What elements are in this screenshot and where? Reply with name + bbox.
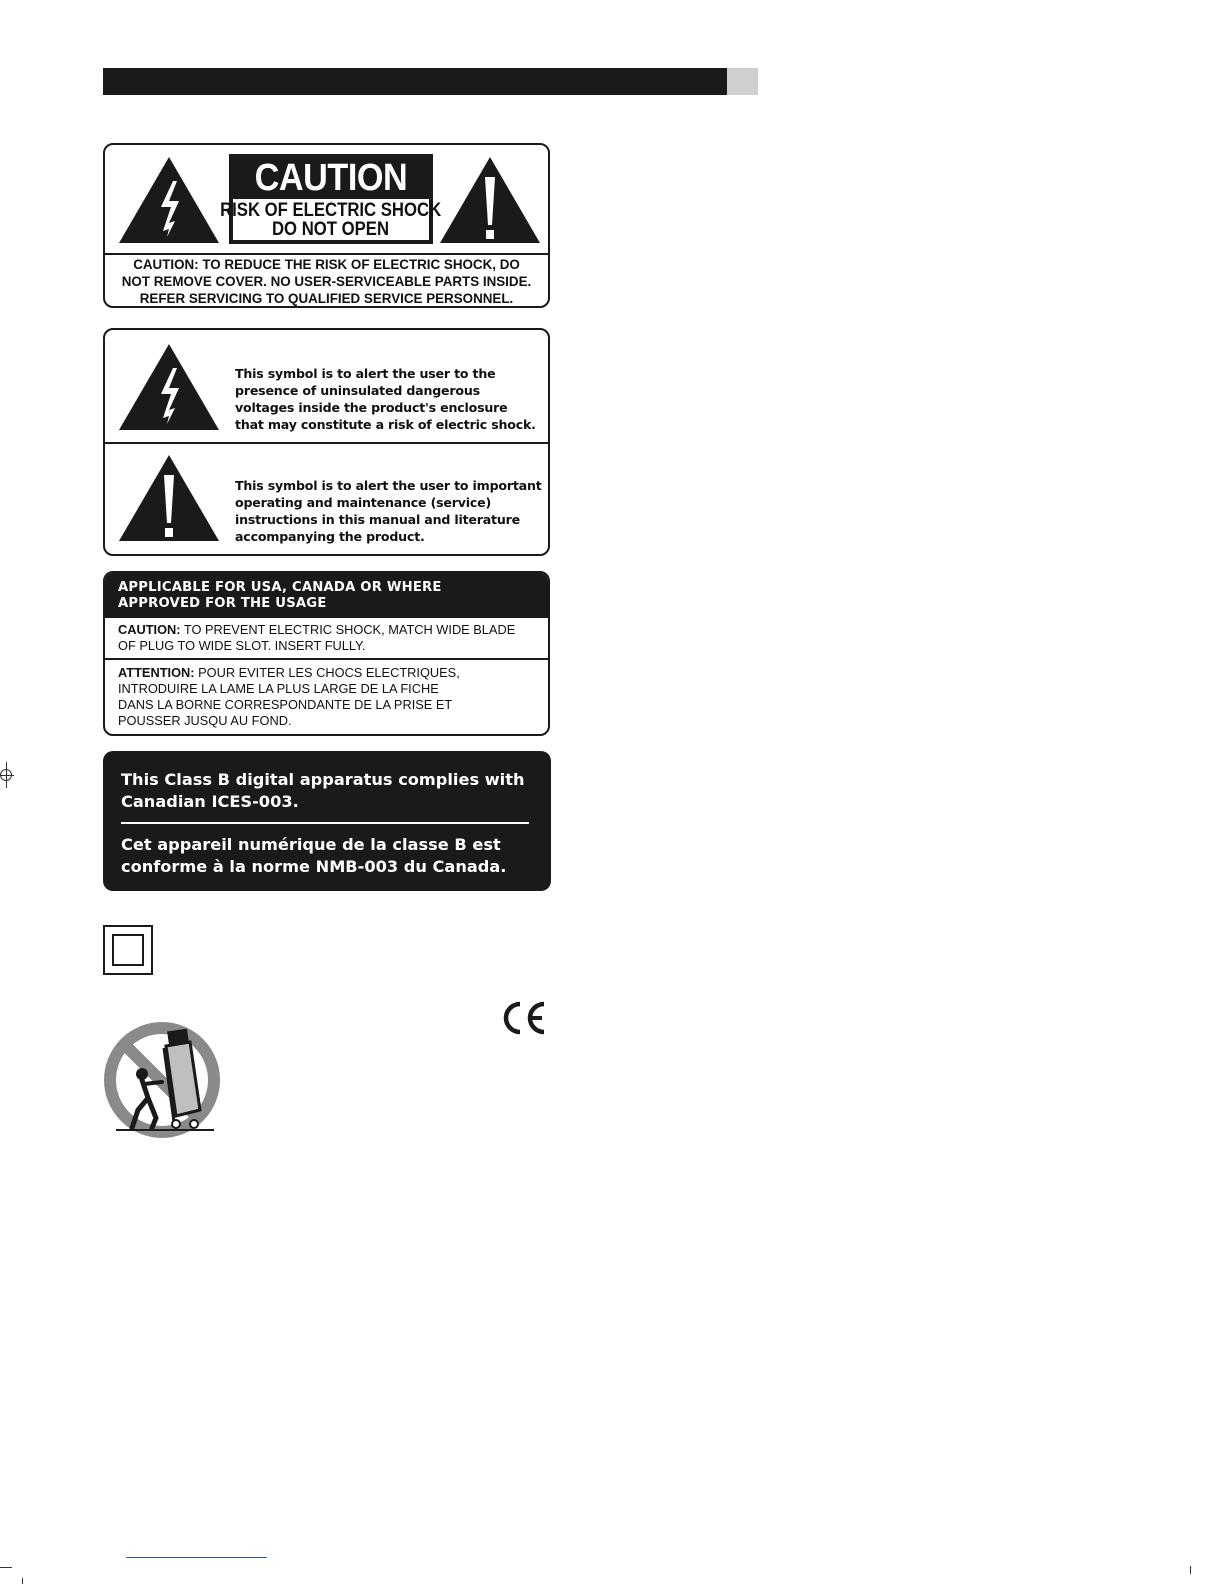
double-insulation-inner-square bbox=[112, 934, 144, 966]
lightning-desc-line: voltages inside the product's enclosure bbox=[235, 400, 508, 415]
caution-box bbox=[103, 143, 550, 308]
plug-header-line1: APPLICABLE FOR USA, CANADA OR WHERE bbox=[118, 580, 442, 595]
caution-subtitle bbox=[220, 199, 442, 240]
exclamation-symbol-icon bbox=[117, 453, 221, 543]
plug-attention-line2: INTRODUIRE LA LAME LA PLUS LARGE DE LA FICHE bbox=[118, 681, 439, 696]
plug-attention-line1: POUR EVITER LES CHOCS ELECTRIQUES, bbox=[194, 665, 460, 680]
plug-attention-text bbox=[118, 665, 460, 729]
lightning-warning-icon bbox=[117, 155, 221, 245]
lightning-symbol-icon bbox=[117, 342, 221, 432]
caution-notice-line1: CAUTION: TO REDUCE THE RISK OF ELECTRIC SHOCK, DO bbox=[133, 257, 520, 272]
exclamation-warning-icon bbox=[438, 155, 542, 245]
plug-box bbox=[103, 571, 550, 736]
lightning-desc-line: that may constitute a risk of electric shock. bbox=[235, 417, 536, 432]
plug-divider bbox=[105, 658, 548, 660]
double-insulation-icon bbox=[103, 925, 153, 975]
symbols-divider bbox=[105, 442, 548, 444]
caution-notice-line3: REFER SERVICING TO QUALIFIED SERVICE PERSONNEL. bbox=[139, 291, 514, 306]
plug-header-line2: APPROVED FOR THE USAGE bbox=[118, 596, 327, 611]
caution-title: CAUTION bbox=[254, 157, 408, 199]
caution-divider bbox=[105, 253, 548, 255]
ce-mark-icon bbox=[500, 998, 548, 1038]
plug-caution-line2: OF PLUG TO WIDE SLOT. INSERT FULLY. bbox=[118, 638, 366, 653]
exclamation-desc-line: This symbol is to alert the user to important bbox=[235, 478, 542, 493]
plug-caution-text bbox=[118, 622, 515, 654]
caution-notice bbox=[105, 256, 548, 307]
symbols-box bbox=[103, 328, 550, 556]
canada-french-line2: conforme à la norme NMB-003 du Canada. bbox=[121, 857, 507, 876]
canada-english-text bbox=[121, 769, 524, 813]
canada-divider bbox=[121, 822, 529, 824]
plug-header bbox=[105, 573, 548, 618]
plug-attention-label: ATTENTION: bbox=[118, 665, 195, 680]
lightning-symbol-description bbox=[235, 365, 536, 433]
plug-attention-line3: DANS LA BORNE CORRESPONDANTE DE LA PRISE ET bbox=[118, 697, 453, 712]
canada-french-line1: Cet appareil numérique de la classe B est bbox=[121, 835, 501, 854]
exclamation-desc-line: operating and maintenance (service) bbox=[235, 495, 492, 510]
crop-mark bbox=[1190, 1566, 1191, 1574]
exclamation-symbol-description bbox=[235, 477, 542, 545]
canada-english-line1: This Class B digital apparatus complies with bbox=[121, 770, 525, 789]
plug-caution-label: CAUTION: bbox=[118, 622, 181, 637]
canada-french-text bbox=[121, 834, 506, 878]
caution-subtitle-line1: RISK OF ELECTRIC SHOCK bbox=[220, 199, 442, 221]
crop-mark bbox=[22, 1578, 23, 1584]
crop-mark bbox=[0, 1567, 12, 1568]
footer-line bbox=[126, 1557, 267, 1558]
lightning-desc-line: presence of uninsulated dangerous bbox=[235, 383, 480, 398]
header-bar bbox=[103, 68, 727, 95]
registration-mark bbox=[0, 769, 12, 781]
caution-notice-line2: NOT REMOVE COVER. NO USER-SERVICEABLE PARTS INSIDE. bbox=[121, 274, 532, 289]
canada-english-line2: Canadian ICES-003. bbox=[121, 792, 299, 811]
header-tab bbox=[727, 68, 758, 95]
exclamation-desc-line: accompanying the product. bbox=[235, 529, 425, 544]
canada-compliance-box bbox=[103, 751, 551, 891]
plug-caution-line1: TO PREVENT ELECTRIC SHOCK, MATCH WIDE BLADE bbox=[180, 622, 516, 637]
caution-subtitle-line2: DO NOT OPEN bbox=[272, 218, 390, 240]
plug-attention-line4: POUSSER JUSQU AU FOND. bbox=[118, 713, 292, 728]
cart-tip-over-warning-icon bbox=[102, 1020, 222, 1140]
exclamation-desc-line: instructions in this manual and literature bbox=[235, 512, 520, 527]
lightning-desc-line: This symbol is to alert the user to the bbox=[235, 366, 496, 381]
caution-label bbox=[220, 154, 442, 244]
